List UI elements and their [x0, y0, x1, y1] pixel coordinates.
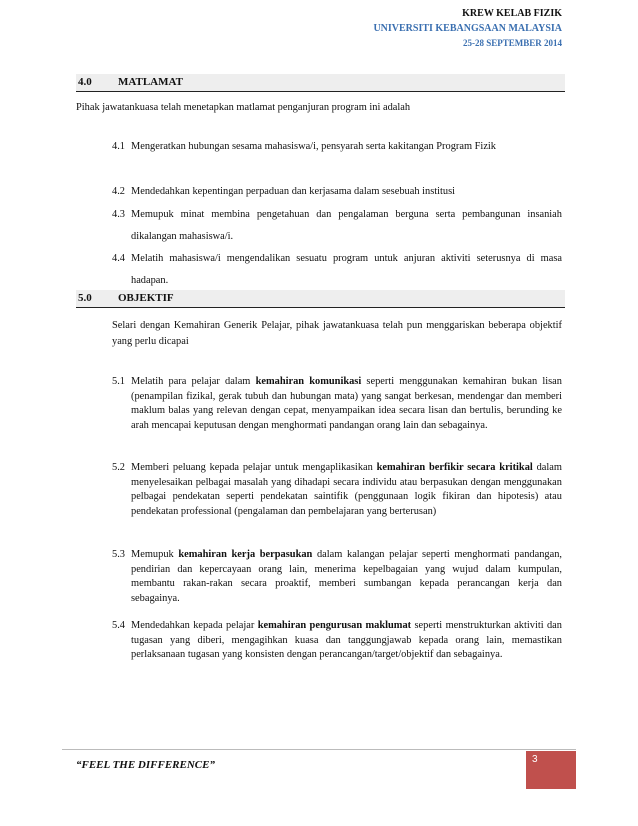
list-item	[112, 619, 562, 663]
item-highlight: kemahiran komunikasi	[255, 376, 362, 387]
section-intro: Pihak jawatankuasa telah menetapkan matlamat penganjuran program ini adalah	[76, 102, 411, 113]
item-number: 5.4	[112, 620, 125, 631]
header-date: 25-28 SEPTEMBER 2014	[462, 38, 562, 48]
section-title: MATLAMAT	[118, 76, 183, 88]
item-number: 4.2	[112, 186, 125, 197]
item-text: Melatih mahasiswa/i mengendalikan sesuatu program untuk anjuran aktiviti seterusnya di masa hadapan.	[131, 253, 562, 286]
page-header	[373, 6, 562, 51]
section-intro: Selari dengan Kemahiran Generik Pelajar, pihak jawatankuasa telah pun menggariskan beberapa objektif yang perlu dicapai	[112, 320, 562, 347]
item-text: Melatih para pelajar dalam kemahiran komunikasi seperti menggunakan kemahiran bukan lisan (penampilan fizikal, gerak tubuh dan hubungan mata) yang sangat berkesan, mendengar dan memberi maklum balas yang relevan dengan cepat, menyampaikan idea secara lisan dan bertulis, berunding ke arah mencapai keputusan dengan menghormati pandangan orang lain dan sebagainya.	[131, 376, 562, 431]
page-number-badge	[526, 751, 576, 789]
list-item	[112, 461, 562, 519]
list-item	[112, 136, 562, 158]
item-number: 5.1	[112, 376, 125, 387]
item-number: 4.3	[112, 209, 125, 220]
section-heading-objektif	[76, 290, 565, 308]
item-highlight: kemahiran berfikir secara kritikal	[376, 462, 533, 473]
item-number: 5.2	[112, 462, 125, 473]
footer-slogan: “FEEL THE DIFFERENCE”	[76, 759, 215, 771]
item-number: 4.1	[112, 141, 125, 152]
item-text: Mendedahkan kepada pelajar kemahiran pengurusan maklumat seperti menstrukturkan aktiviti dan tugasan yang diberi, mengagihkan kuasa dan tanggungjawab kepada orang lain, memastikan perlaksanaan tugasan yang konsisten dengan perancangan/target/objektif dan sebagainya.	[131, 620, 562, 661]
item-text: Memberi peluang kepada pelajar untuk mengaplikasikan kemahiran berfikir secara kritikal dalam menyelesaikan pelbagai masalah yang dihadapi secara individu atau berpasukan dengan menggunakan pelbagai pendekatan seperti pendekatan saintifik (penggunaan logik fikiran dan hipotesis) atau pendekatan professional (pengalaman dan pembelajaran yang berterusan)	[131, 462, 562, 517]
list-item	[112, 204, 562, 248]
list-item	[112, 181, 562, 203]
section-number: 5.0	[78, 292, 92, 304]
header-club-name: KREW KELAB FIZIK	[462, 8, 562, 19]
header-university: UNIVERSITI KEBANGSAAN MALAYSIA	[373, 23, 562, 34]
item-text: Memupuk minat membina pengetahuan dan pengalaman berguna serta pembangunan insaniah dikalangan mahasiswa/i.	[131, 209, 562, 242]
item-text: Memupuk kemahiran kerja berpasukan dalam kalangan pelajar seperti menghormati pandangan, pendirian dan kepercayaan orang lain, menerima kepelbagaian yang wujud dalam kumpulan, membantu rakan-rakan secara proaktif, memberi sumbangan kepada perancangan kerja dan sebagainya.	[131, 549, 563, 604]
item-highlight: kemahiran pengurusan maklumat	[257, 620, 412, 631]
section-number: 4.0	[78, 76, 92, 88]
item-highlight: kemahiran kerja berpasukan	[178, 549, 313, 560]
footer-divider	[62, 749, 576, 750]
list-item	[112, 548, 562, 606]
item-text: Mendedahkan kepentingan perpaduan dan kerjasama dalam sesebuah institusi	[131, 186, 456, 197]
item-number: 4.4	[112, 253, 125, 264]
item-number: 5.3	[112, 549, 125, 560]
list-item	[112, 375, 562, 433]
item-text: Mengeratkan hubungan sesama mahasiswa/i, pensyarah serta kakitangan Program Fizik	[131, 141, 497, 152]
list-item	[112, 248, 562, 292]
section-title: OBJEKTIF	[118, 292, 174, 304]
section-heading-matlamat	[76, 74, 565, 92]
page-number: 3	[532, 754, 538, 765]
